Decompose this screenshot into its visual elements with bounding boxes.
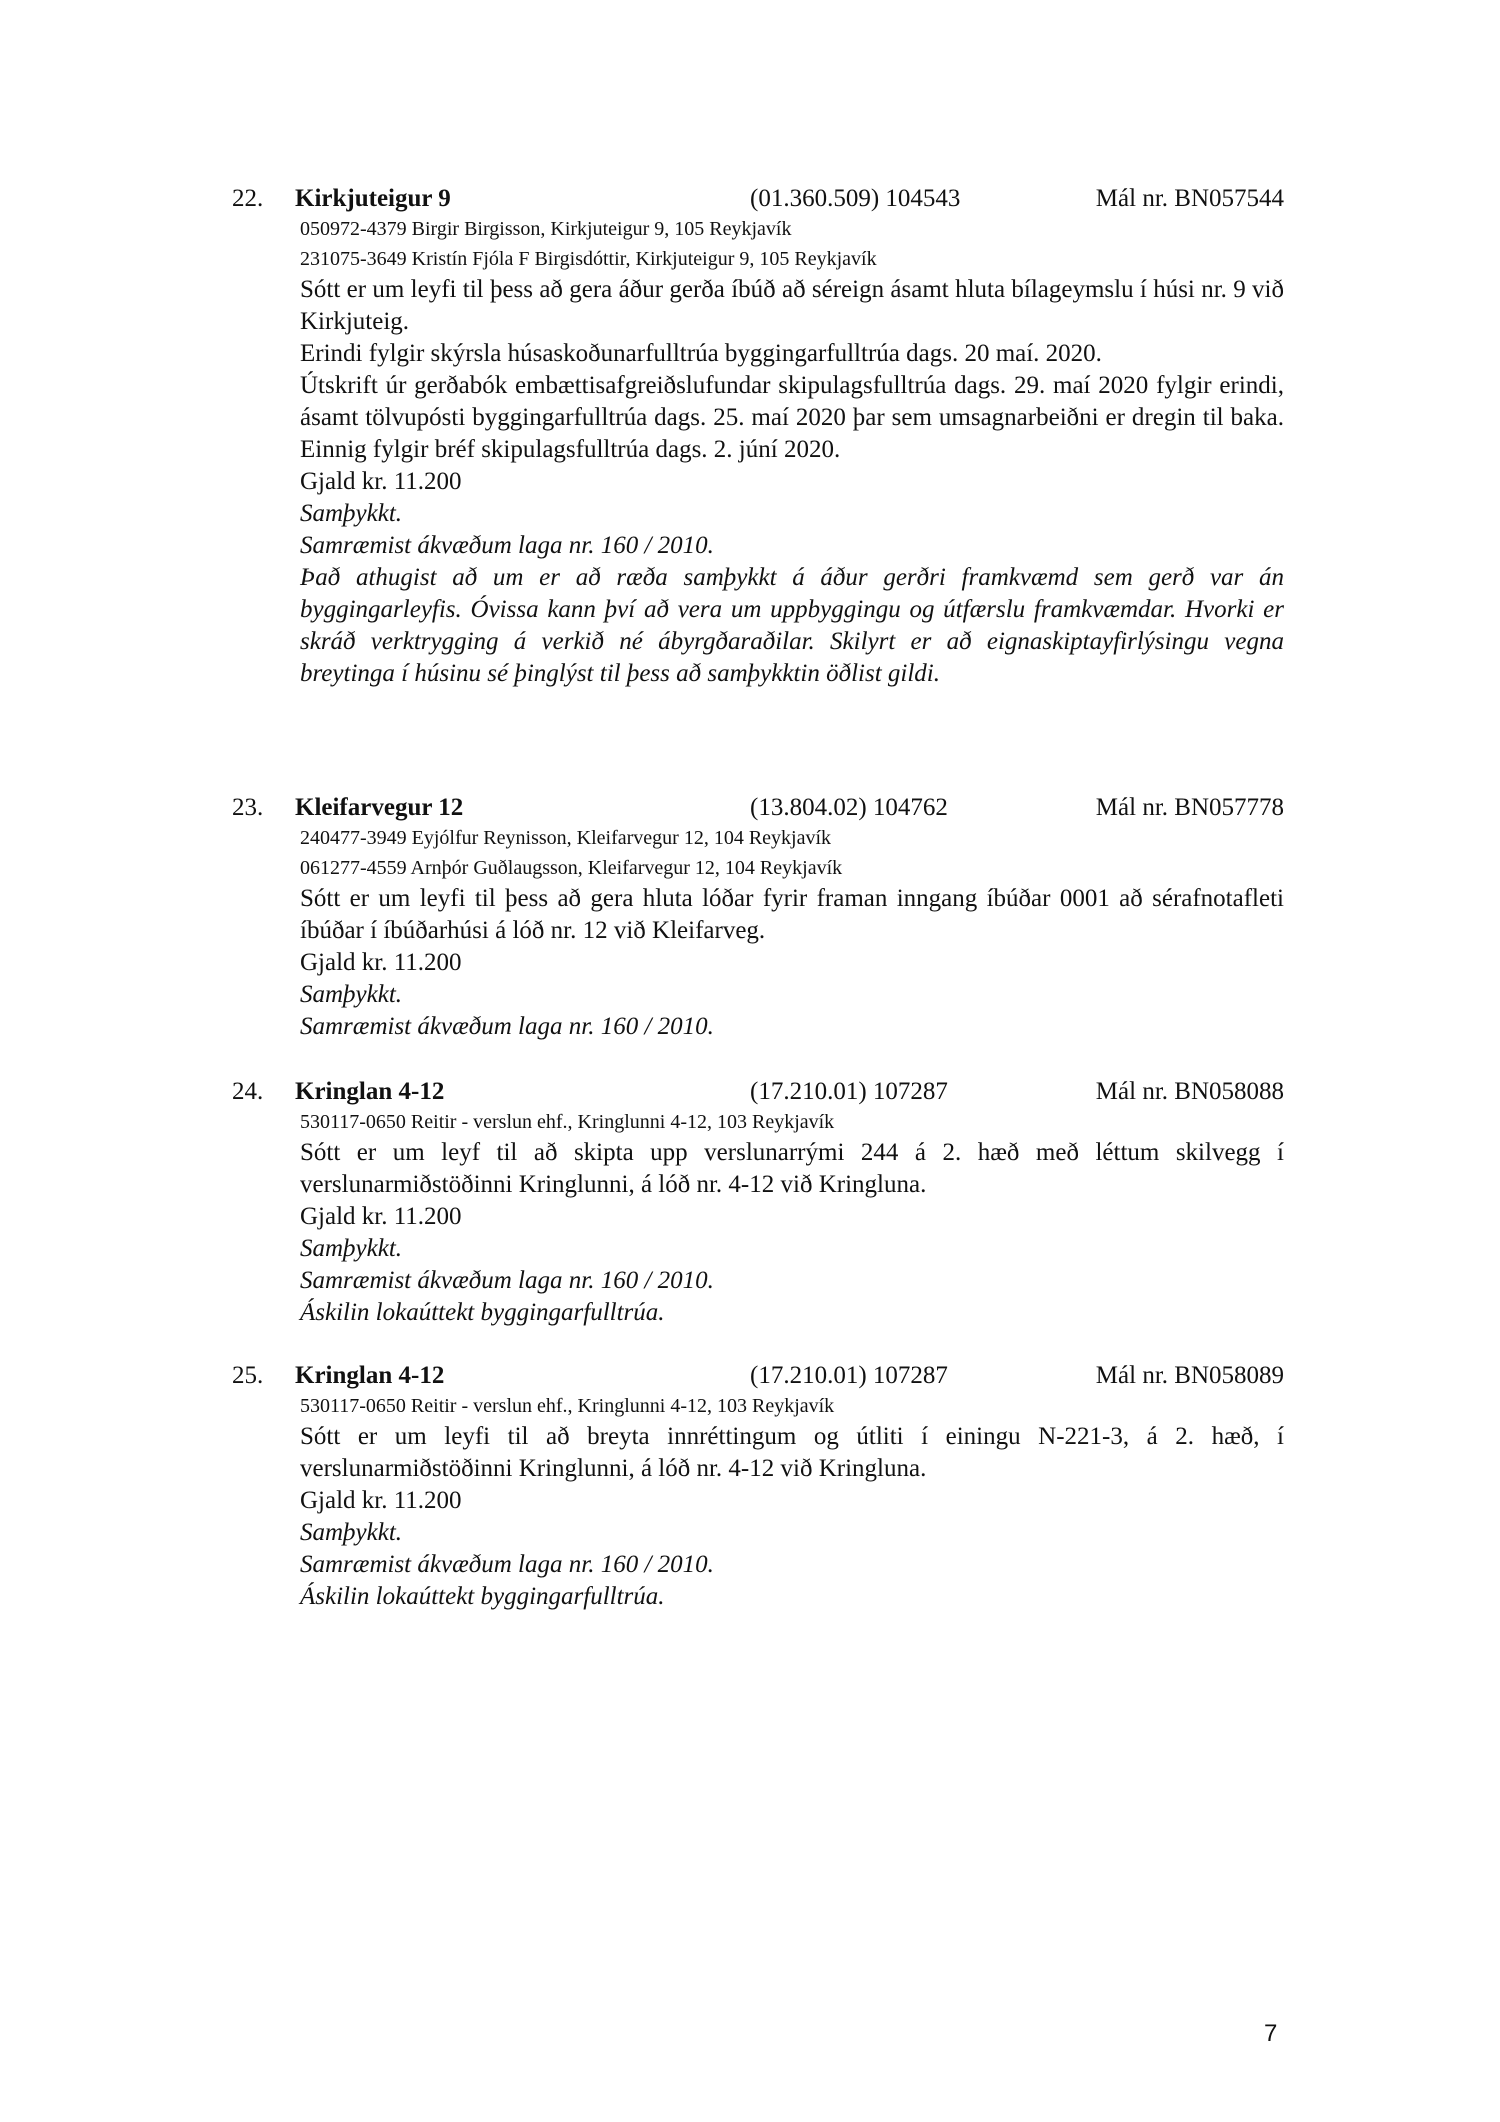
item-fee: Gjald kr. 11.200: [300, 1203, 462, 1230]
item-case-number: Mál nr. BN057544: [1095, 185, 1284, 212]
item-number: 23.: [232, 794, 264, 821]
item-description: Sótt er um leyfi til þess að gera hluta lóðar fyrir framan inngang íbúðar 0001 að sérafnotafleti íbúðar í íbúðarhúsi á lóð nr. 12 við Kleifarveg.: [300, 885, 1284, 944]
item-body: [300, 823, 1284, 1043]
item-header: [232, 1361, 1284, 1391]
item-note: Áskilin lokaúttekt byggingarfulltrúa.: [300, 1583, 665, 1610]
item-fee: Gjald kr. 11.200: [300, 468, 462, 495]
item-owner: 061277-4559 Arnþór Guðlaugsson, Kleifarvegur 12, 104 Reykjavík: [300, 857, 843, 879]
item-owner: 050972-4379 Birgir Birgisson, Kirkjuteigur 9, 105 Reykjavík: [300, 218, 792, 240]
item-case-number: Mál nr. BN058089: [1095, 1362, 1284, 1389]
item-note: Áskilin lokaúttekt byggingarfulltrúa.: [300, 1299, 665, 1326]
item-note: Samræmist ákvæðum laga nr. 160 / 2010.: [300, 532, 714, 559]
item-decision: Samþykkt.: [300, 1235, 403, 1262]
item-description: Sótt er um leyfi til að breyta innréttingum og útliti í einingu N-221-3, á 2. hæð, í verslunarmiðstöðinni Kringlunni, á lóð nr. 4-12 við Kringluna.: [300, 1423, 1284, 1482]
item-description: Erindi fylgir skýrsla húsaskoðunarfulltrúa byggingarfulltrúa dags. 20 maí. 2020.: [300, 340, 1102, 367]
item-note: Samræmist ákvæðum laga nr. 160 / 2010.: [300, 1551, 714, 1578]
item-decision: Samþykkt.: [300, 500, 403, 527]
item-number: 24.: [232, 1078, 264, 1105]
item-land-id: (17.210.01) 107287: [750, 1362, 948, 1389]
item-body: [300, 1107, 1284, 1329]
item-header: [232, 184, 1284, 214]
item-land-id: (01.360.509) 104543: [750, 185, 961, 212]
item-number: 25.: [232, 1362, 264, 1389]
item-land-id: (13.804.02) 104762: [750, 794, 948, 821]
agenda-item-24: [232, 1077, 1284, 1329]
item-owner: 530117-0650 Reitir - verslun ehf., Kringlunni 4-12, 103 Reykjavík: [300, 1111, 835, 1133]
item-header: [232, 793, 1284, 823]
item-description: Sótt er um leyf til að skipta upp verslunarrými 244 á 2. hæð með léttum skilvegg í verslunarmiðstöðinni Kringlunni, á lóð nr. 4-12 við Kringluna.: [300, 1139, 1284, 1198]
item-note: Það athugist að um er að ræða samþykkt á áður gerðri framkvæmd sem gerð var án byggingarleyfis. Óvissa kann því að vera um uppbyggingu og útfærslu framkvæmdar. Hvorki er skráð verktrygging á verkið né ábyrgðaraðilar. Skilyrt er að eignaskiptayfirlýsingu vegna breytinga í húsinu sé þinglýst til þess að samþykktin öðlist gildi.: [300, 564, 1284, 687]
item-body: [300, 1391, 1284, 1613]
item-address: Kringlan 4-12: [295, 1078, 445, 1105]
item-header: [232, 1077, 1284, 1107]
item-fee: Gjald kr. 11.200: [300, 949, 462, 976]
item-body: [300, 214, 1284, 690]
item-note: Samræmist ákvæðum laga nr. 160 / 2010.: [300, 1013, 714, 1040]
item-case-number: Mál nr. BN057778: [1095, 794, 1284, 821]
item-decision: Samþykkt.: [300, 981, 403, 1008]
item-owner: 231075-3649 Kristín Fjóla F Birgisdóttir, Kirkjuteigur 9, 105 Reykjavík: [300, 248, 877, 270]
agenda-item-23: [232, 793, 1284, 1043]
item-owner: 240477-3949 Eyjólfur Reynisson, Kleifarvegur 12, 104 Reykjavík: [300, 827, 832, 849]
agenda-item-25: [232, 1361, 1284, 1613]
item-number: 22.: [232, 185, 264, 212]
item-decision: Samþykkt.: [300, 1519, 403, 1546]
item-address: Kleifarvegur 12: [295, 794, 464, 821]
item-land-id: (17.210.01) 107287: [750, 1078, 948, 1105]
item-address: Kringlan 4-12: [295, 1362, 445, 1389]
item-description: Útskrift úr gerðabók embættisafgreiðslufundar skipulagsfulltrúa dags. 29. maí 2020 fylgir erindi, ásamt tölvupósti byggingarfulltrúa dags. 25. maí 2020 þar sem umsagnarbeiðni er dregin til baka. Einnig fylgir bréf skipulagsfulltrúa dags. 2. júní 2020.: [300, 372, 1284, 463]
item-case-number: Mál nr. BN058088: [1095, 1078, 1284, 1105]
item-note: Samræmist ákvæðum laga nr. 160 / 2010.: [300, 1267, 714, 1294]
item-owner: 530117-0650 Reitir - verslun ehf., Kringlunni 4-12, 103 Reykjavík: [300, 1395, 835, 1417]
agenda-item-22: [232, 184, 1284, 690]
item-address: Kirkjuteigur 9: [295, 185, 451, 212]
page-number: 7: [1264, 2020, 1278, 2047]
item-description: Sótt er um leyfi til þess að gera áður gerða íbúð að séreign ásamt hluta bílageymslu í húsi nr. 9 við Kirkjuteig.: [300, 276, 1284, 335]
item-fee: Gjald kr. 11.200: [300, 1487, 462, 1514]
